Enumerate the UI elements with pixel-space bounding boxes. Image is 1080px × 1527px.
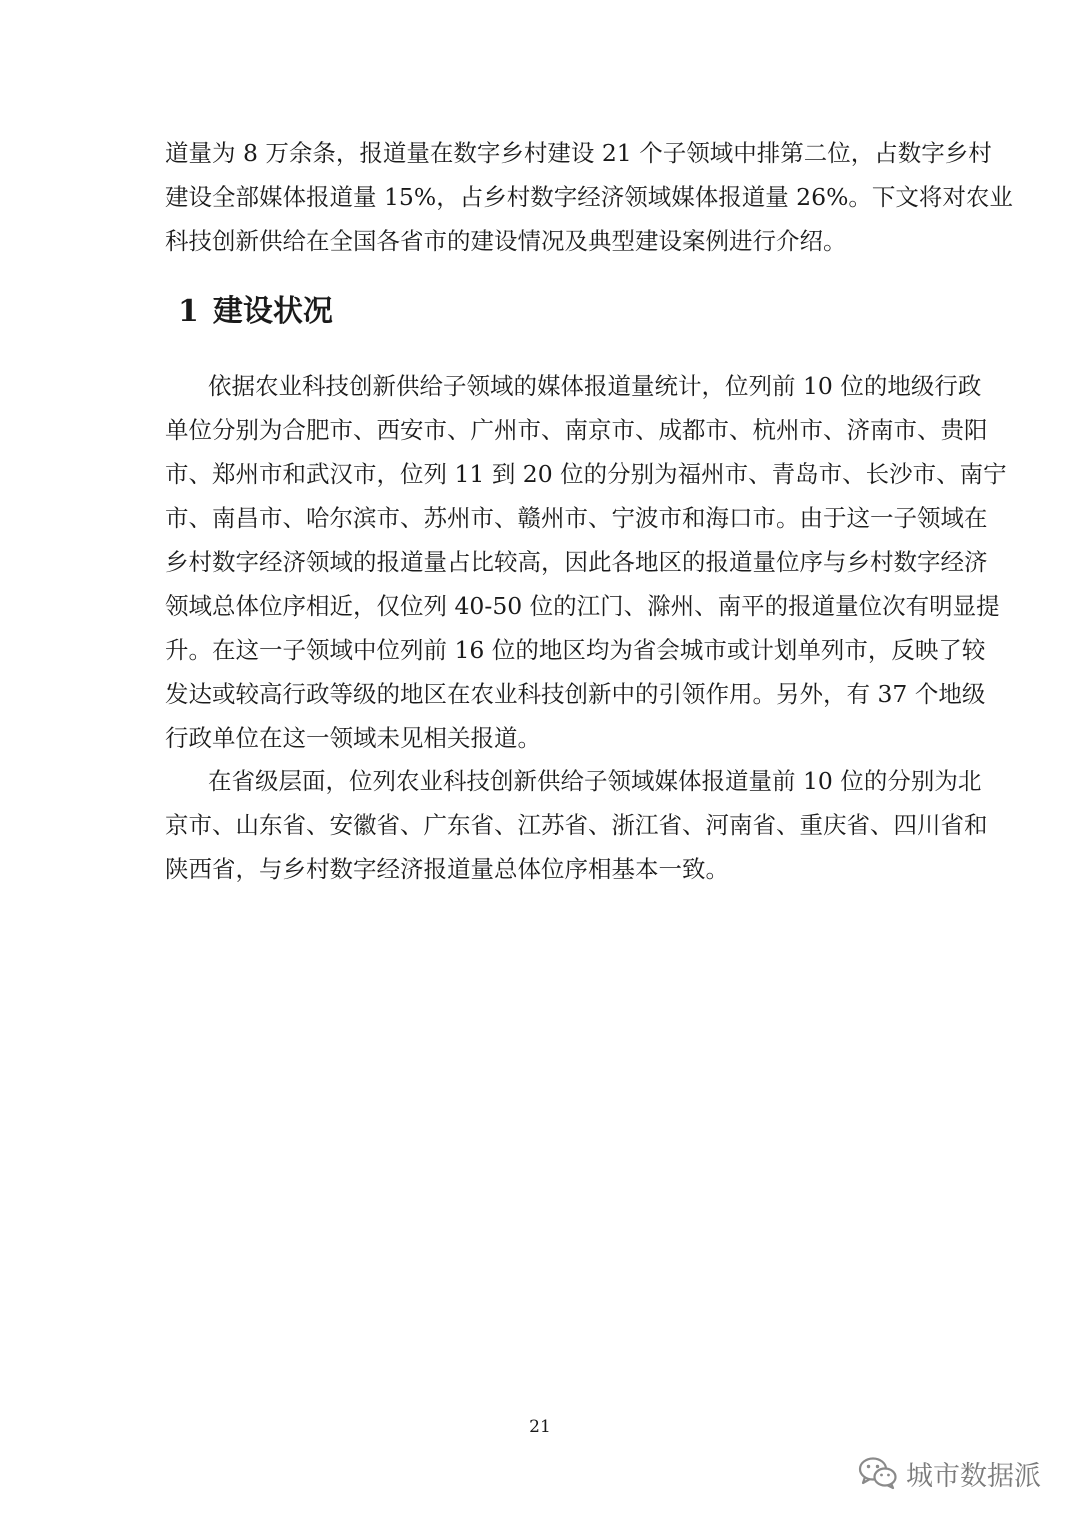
- body-text-line: 领域总体位序相近，仅位列 40-50 位的江门、滁州、南平的报道量位次有明显提: [165, 592, 1000, 620]
- body-text-line: 建设全部媒体报道量 15%，占乡村数字经济领域媒体报道量 26%。下文将对农业: [165, 183, 1013, 211]
- body-text-line: 道量为 8 万余条，报道量在数字乡村建设 21 个子领域中排第二位，占数字乡村: [165, 139, 992, 167]
- section-title: 建设状况: [212, 294, 333, 329]
- body-text-line: 市、郑州市和武汉市，位列 11 到 20 位的分别为福州市、青岛市、长沙市、南宁: [165, 460, 1007, 488]
- body-text-line: 陕西省，与乡村数字经济报道量总体位序相基本一致。: [165, 855, 729, 883]
- body-text-line: 行政单位在这一领域未见相关报道。: [165, 724, 541, 752]
- source-watermark: [858, 1450, 1041, 1496]
- body-text-line: 京市、山东省、安徽省、广东省、江苏省、浙江省、河南省、重庆省、四川省和: [165, 811, 988, 839]
- body-text-line: 升。在这一子领域中位列前 16 位的地区均为省会城市或计划单列市，反映了较: [165, 636, 986, 664]
- body-text-line: 科技创新供给在全国各省市的建设情况及典型建设案例进行介绍。: [165, 227, 847, 255]
- watermark-text: 城市数据派: [906, 1460, 1041, 1492]
- body-text-line: 在省级层面，位列农业科技创新供给子领域媒体报道量前 10 位的分别为北: [208, 767, 982, 795]
- section-number: 1: [178, 294, 199, 329]
- body-text-line: 发达或较高行政等级的地区在农业科技创新中的引领作用。另外，有 37 个地级: [165, 680, 986, 708]
- wechat-icon: [858, 1456, 898, 1490]
- section-heading: [178, 294, 333, 330]
- body-text-line: 乡村数字经济领域的报道量占比较高，因此各地区的报道量位序与乡村数字经济: [165, 548, 988, 576]
- page-number: 21: [529, 1417, 551, 1437]
- body-text-line: 依据农业科技创新供给子领域的媒体报道量统计，位列前 10 位的地级行政: [208, 372, 982, 400]
- body-text-line: 单位分别为合肥市、西安市、广州市、南京市、成都市、杭州市、济南市、贵阳: [165, 416, 988, 444]
- body-text-line: 市、南昌市、哈尔滨市、苏州市、赣州市、宁波市和海口市。由于这一子领域在: [165, 504, 988, 532]
